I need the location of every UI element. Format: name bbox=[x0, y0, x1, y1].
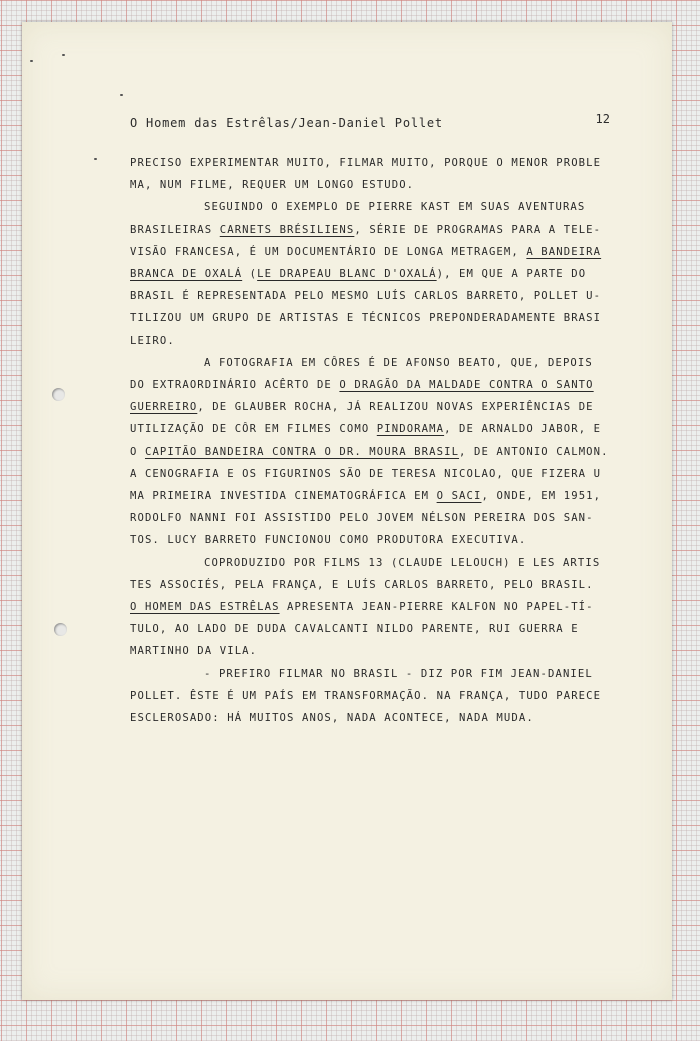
text-line: MARTINHO DA VILA. bbox=[130, 645, 258, 658]
text-line: VISÃO FRANCESA, É UM DOCUMENTÁRIO DE LONGA METRAGEM, A BANDEIRA bbox=[130, 245, 602, 258]
text-line: UTILIZAÇÃO DE CÔR EM FILMES COMO PINDORAMA, DE ARNALDO JABOR, E bbox=[130, 423, 602, 436]
text-line: TOS. LUCY BARRETO FUNCIONOU COMO PRODUTORA EXECUTIVA. bbox=[130, 534, 527, 547]
paragraph bbox=[130, 196, 610, 351]
paragraph bbox=[130, 352, 610, 552]
document-page bbox=[22, 22, 672, 1000]
text-line: SEGUINDO O EXEMPLO DE PIERRE KAST EM SUAS AVENTURAS bbox=[204, 201, 586, 214]
text-line: A FOTOGRAFIA EM CÔRES É DE AFONSO BEATO, QUE, DEPOIS bbox=[204, 356, 593, 369]
ink-speck bbox=[94, 158, 97, 160]
ink-speck bbox=[62, 54, 65, 56]
binder-hole bbox=[54, 623, 67, 636]
text-line: TILIZOU UM GRUPO DE ARTISTAS E TÉCNICOS PREPONDERADAMENTE BRASI bbox=[130, 312, 602, 325]
ink-speck bbox=[30, 60, 33, 62]
text-line: O CAPITÃO BANDEIRA CONTRA O DR. MOURA BRASIL, DE ANTONIO CALMON. bbox=[130, 445, 609, 458]
text-line: MA PRIMEIRA INVESTIDA CINEMATOGRÁFICA EM O SACI, ONDE, EM 1951, bbox=[130, 490, 602, 503]
page-number: 12 bbox=[595, 112, 610, 126]
body-text bbox=[130, 152, 610, 729]
paragraph bbox=[130, 663, 610, 730]
text-line: O HOMEM DAS ESTRÊLAS APRESENTA JEAN-PIERRE KALFON NO PAPEL-TÍ- bbox=[130, 601, 594, 614]
paragraph bbox=[130, 152, 610, 196]
text-line: BRANCA DE OXALÁ (LE DRAPEAU BLANC D'OXALÁ), EM QUE A PARTE DO bbox=[130, 268, 587, 281]
text-line: TULO, AO LADO DE DUDA CAVALCANTI NILDO PARENTE, RUI GUERRA E bbox=[130, 623, 579, 636]
text-line: COPRODUZIDO POR FILMS 13 (CLAUDE LELOUCH) E LES ARTIS bbox=[204, 556, 601, 569]
binder-hole bbox=[52, 388, 65, 401]
page-header bbox=[130, 112, 610, 131]
header-title: O Homem das Estrêlas/Jean-Daniel Pollet bbox=[130, 116, 443, 130]
text-line: BRASILEIRAS CARNETS BRÉSILIENS, SÉRIE DE PROGRAMAS PARA A TELE- bbox=[130, 223, 602, 236]
text-line: - PREFIRO FILMAR NO BRASIL - DIZ POR FIM JEAN-DANIEL bbox=[204, 667, 593, 680]
text-line: DO EXTRAORDINÁRIO ACÊRTO DE O DRAGÃO DA MALDADE CONTRA O SANTO bbox=[130, 379, 594, 392]
ink-speck bbox=[120, 94, 123, 96]
text-line: GUERREIRO, DE GLAUBER ROCHA, JÁ REALIZOU NOVAS EXPERIÊNCIAS DE bbox=[130, 401, 594, 414]
text-line: TES ASSOCIÉS, PELA FRANÇA, E LUÍS CARLOS BARRETO, PELO BRASIL. bbox=[130, 578, 594, 591]
text-line: A CENOGRAFIA E OS FIGURINOS SÃO DE TERESA NICOLAO, QUE FIZERA U bbox=[130, 467, 602, 480]
paragraph bbox=[130, 552, 610, 663]
text-line: PRECISO EXPERIMENTAR MUITO, FILMAR MUITO, PORQUE O MENOR PROBLE bbox=[130, 157, 602, 169]
text-line: LEIRO. bbox=[130, 334, 175, 347]
text-line: ESCLEROSADO: HÁ MUITOS ANOS, NADA ACONTECE, NADA MUDA. bbox=[130, 712, 534, 725]
text-line: BRASIL É REPRESENTADA PELO MESMO LUÍS CARLOS BARRETO, POLLET U- bbox=[130, 290, 602, 303]
text-line: MA, NUM FILME, REQUER UM LONGO ESTUDO. bbox=[130, 179, 415, 192]
text-line: RODOLFO NANNI FOI ASSISTIDO PELO JOVEM NÉLSON PEREIRA DOS SAN- bbox=[130, 512, 594, 525]
text-line: POLLET. ÊSTE É UM PAÍS EM TRANSFORMAÇÃO. NA FRANÇA, TUDO PARECE bbox=[130, 689, 602, 702]
